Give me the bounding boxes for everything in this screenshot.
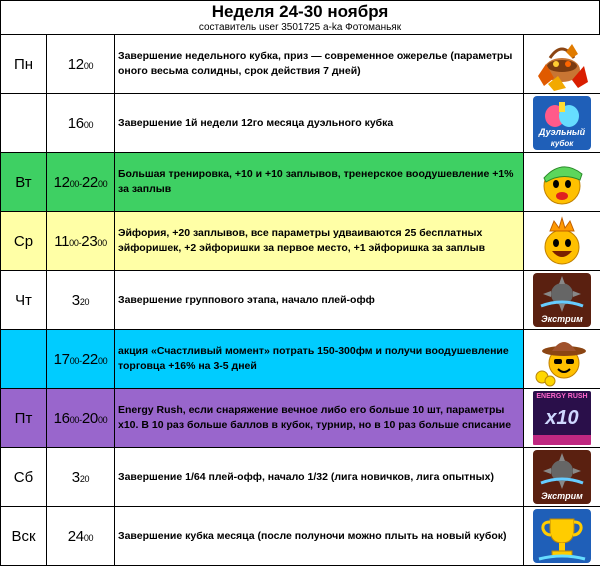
day-cell: Ср [1,212,47,271]
icon-cell [524,271,600,330]
time-end-minutes: 00 [97,355,108,366]
day-cell: Вт [1,153,47,212]
event-description: Большая тренировка, +10 и +10 заплывов, тренерское воодушевление +1% за заплыв [115,153,524,212]
event-description: Завершение недельного кубка, приз — современное ожерелье (параметры оного весьма солидны, срок действия 7 дней) [115,35,524,94]
time-start-minutes: 00 [69,414,80,425]
icon-cell [524,94,600,153]
day-cell: Пт [1,389,47,448]
time-start-hour: 17 [53,350,70,368]
time-start-hour: 24 [67,527,84,545]
autumn-leaves-basket-icon [532,36,592,92]
page-title: Неделя 24-30 ноября [211,2,389,21]
energy-rush-x10-icon [533,391,591,445]
time-separator: - [78,237,82,248]
day-cell: Чт [1,271,47,330]
day-cell: Вск [1,507,47,566]
time-start-minutes: 00 [69,355,80,366]
time-separator: - [79,414,82,425]
time-end-hour: 20 [81,409,98,427]
time-start-minutes: 20 [79,473,90,484]
day-cell: Сб [1,448,47,507]
day-cell: Пн [1,35,47,94]
time-start-minutes: 20 [79,296,90,307]
time-cell [47,212,115,271]
time-end-hour: 22 [81,173,98,191]
time-start-hour: 3 [71,468,80,486]
trophy-icon [533,509,591,563]
time-start-hour: 11 [54,232,70,250]
table-row [1,35,600,94]
time-start-hour: 12 [53,173,70,191]
time-separator: - [79,355,82,366]
time-start-hour: 3 [71,291,80,309]
table-row [1,153,600,212]
icon-cell [524,448,600,507]
time-end-minutes: 00 [97,414,108,425]
time-end-hour: 23 [81,232,98,250]
spiky-mine-icon [533,451,591,491]
event-description: Завершение кубка месяца (после полуночи можно плыть на новый кубок) [115,507,524,566]
icon-cell [524,330,600,389]
icon-sublabel: кубок [550,139,574,148]
time-end-hour: 22 [81,350,98,368]
schedule-header [0,0,600,34]
event-description: Energy Rush, если снаряжение вечное либо его больше 10 шт, параметры x10. В 10 раз больше баллов в кубок, турнир, но в 10 раз больше списание [115,389,524,448]
time-start-hour: 16 [67,114,84,132]
icon-cell [524,153,600,212]
table-row [1,389,600,448]
time-cell [47,35,115,94]
icon-label: Дуэльный [538,127,586,137]
time-start-hour: 12 [67,55,84,73]
table-row [1,94,600,153]
gold-cup-icon [533,509,591,563]
icon-cell [524,212,600,271]
time-separator: - [79,178,82,189]
time-start-minutes: 00 [69,178,80,189]
day-cell [1,330,47,389]
time-cell [47,271,115,330]
icon-cell [524,389,600,448]
time-start-minutes: 00 [83,532,94,543]
event-description: Эйфория, +20 заплывов, все параметры удваиваются 25 бесплатных эйфоришек, +2 эйфоришки за первое место, +1 эйфоришка за заплыв [115,212,524,271]
table-row [1,507,600,566]
extreme-icon [533,273,591,327]
event-description: Завершение группового этапа, начало плей-офф [115,271,524,330]
table-row [1,271,600,330]
extreme-icon [533,450,591,504]
time-start-minutes: 00 [69,237,79,248]
icon-sublabel: x10 [545,407,579,429]
time-cell [47,330,115,389]
duel-cup-icon [533,96,591,150]
icon-label: Экстрим [541,314,583,324]
icon-cell [524,35,600,94]
icon-cell [524,507,600,566]
time-start-minutes: 00 [83,119,94,130]
spiky-mine-icon [533,274,591,314]
time-end-minutes: 00 [97,237,107,248]
smiley-cowboy-coins-icon [532,331,592,387]
smiley-cap-whistle-icon [532,154,592,210]
event-description: Завершение 1/64 плей-офф, начало 1/32 (лига новичков, лига опытных) [115,448,524,507]
page-subtitle: составитель user 3501725 a-ka Фотоманьяк [198,22,402,33]
table-row [1,212,600,271]
smiley-crown-icon [532,213,592,269]
table-row [1,448,600,507]
time-start-hour: 16 [53,409,70,427]
time-start-minutes: 00 [83,60,94,71]
event-description: Завершение 1й недели 12го месяца дуэльного кубка [115,94,524,153]
time-cell [47,507,115,566]
time-cell [47,94,115,153]
icon-label: Экстрим [541,491,583,501]
event-description: акция «Счастливый момент» потрать 150-300фм и получи воодушевление торговца +16% на 3-5 дней [115,330,524,389]
time-cell [47,153,115,212]
time-cell [47,389,115,448]
day-cell [1,94,47,153]
time-end-minutes: 00 [97,178,108,189]
skyline-decoration [533,435,591,445]
time-cell [47,448,115,507]
schedule-table [0,34,600,566]
table-row [1,330,600,389]
icon-label: ENERGY RUSH [536,393,588,400]
